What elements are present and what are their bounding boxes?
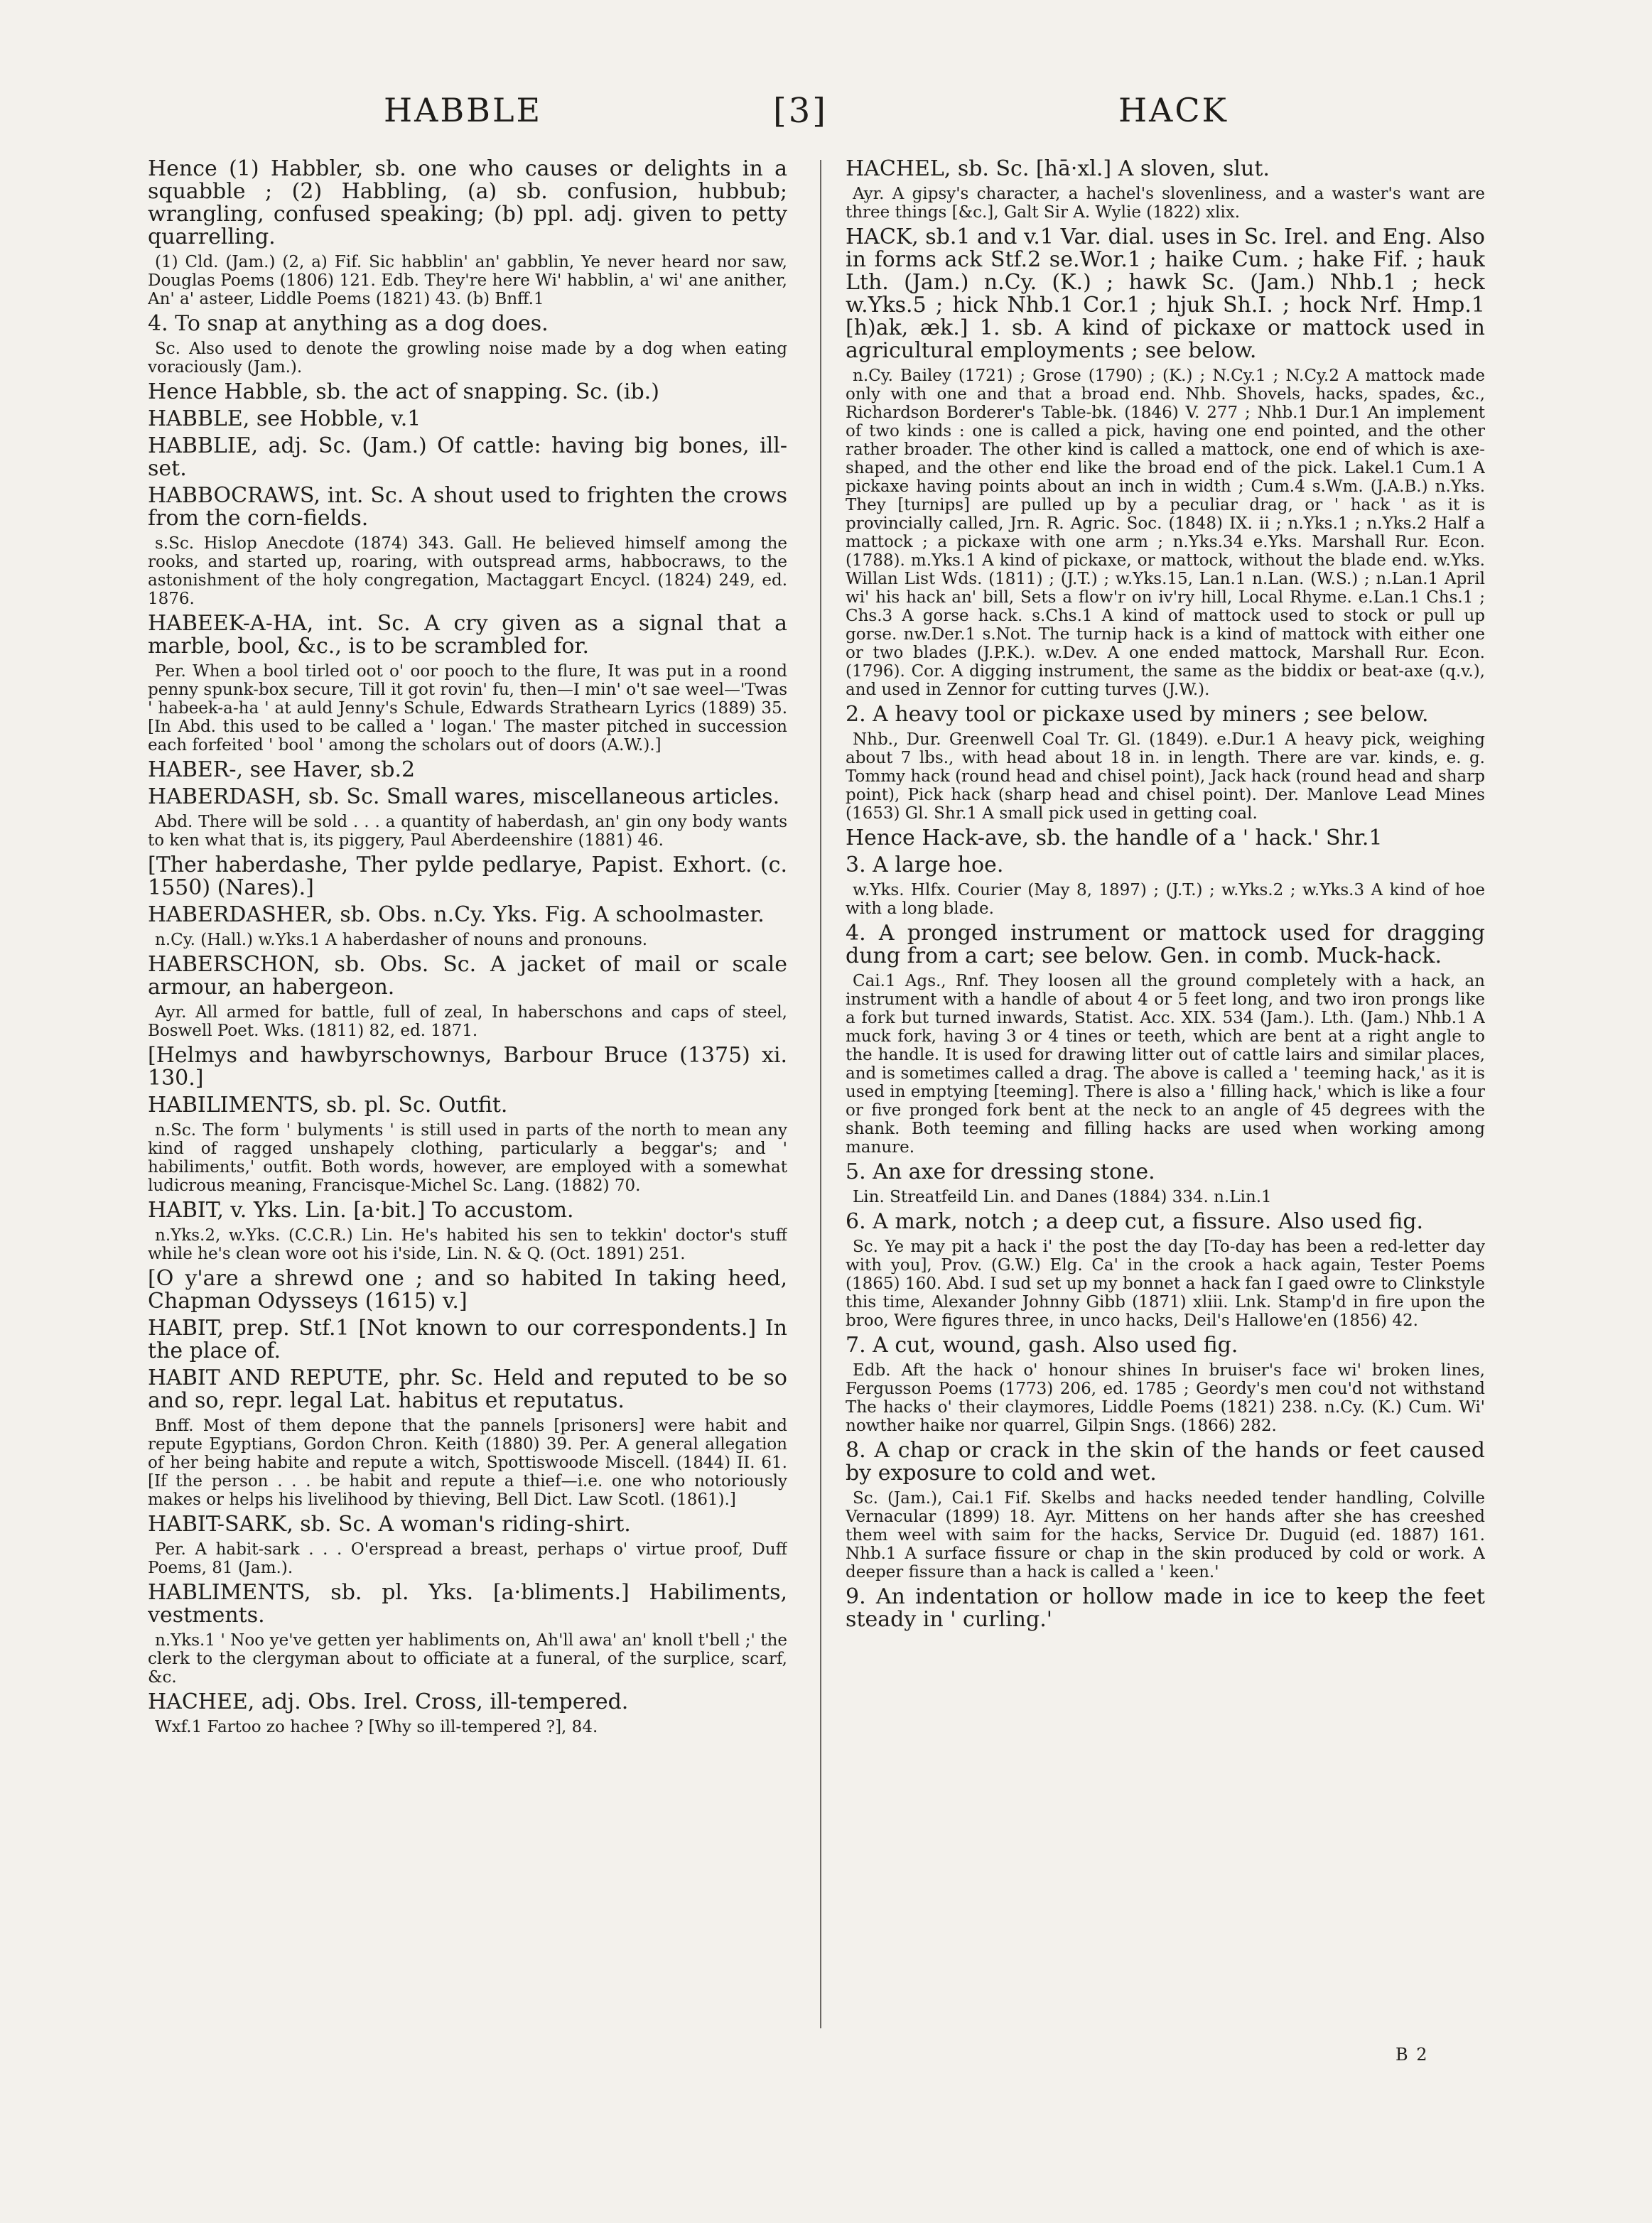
dictionary-entry [148, 953, 787, 999]
entry-text: HABIT, v. Yks. Lin. [a·bit.] To accustom. [148, 1198, 574, 1223]
dictionary-entry [148, 158, 787, 249]
entry-text: HABERDASH, sb. Sc. Small wares, miscellaneous articles. [148, 784, 780, 809]
dictionary-entry [148, 1691, 787, 1714]
entry-text: HABIT, prep. Stf.1 [Not known to our correspondents.] In the place of. [148, 1316, 787, 1363]
citation-text: Ayr. All armed for battle, full of zeal, In haberschons and caps of steel, Boswell Poet. Wks. (1811) 82, ed. 1871. [148, 1003, 787, 1040]
citation-text: w.Yks. Hlfx. Courier (May 8, 1897) ; (J.T.) ; w.Yks.2 ; w.Yks.3 A kind of hoe with a long blade. [846, 881, 1485, 918]
entry-text: HABLIMENTS, sb. pl. Yks. [a·bliments.] Habiliments, vestments. [148, 1580, 787, 1628]
dictionary-entry [148, 1631, 787, 1687]
dictionary-entry [148, 253, 787, 308]
dictionary-entry [148, 1044, 787, 1090]
entry-text: 8. A chap or crack in the skin of the hands or feet caused by exposure to cold and wet. [846, 1438, 1485, 1486]
dictionary-entry [148, 1226, 787, 1263]
entry-text: HABBLIE, adj. Sc. (Jam.) Of cattle: having big bones, ill-set. [148, 433, 787, 481]
dictionary-entry [148, 340, 787, 377]
dictionary-entry [148, 786, 787, 808]
citation-text: Bnff. Most of them depone that the pannels [prisoners] were habit and repute Egyptians, Gordon Chron. Keith (1880) 39. Per. A general allegation of her being habite and repute a witch, Spottiswoode Miscell. (1844) II. 61. [If the person . . . be habit and repute a thief—i.e. one who notoriously makes or helps his livelihood by thieving, Bell Dict. Law Scotl. (1861).] [148, 1417, 787, 1509]
column-divider [820, 160, 821, 2028]
entry-text: HABBLE, see Hobble, v.1 [148, 406, 421, 431]
running-head-right: HACK [1118, 91, 1229, 129]
dictionary-entry [846, 1161, 1485, 1184]
entry-text: 4. A pronged instrument or mattock used for dragging dung from a cart; see below. Gen. in comb. Muck-hack. [846, 921, 1485, 968]
entry-text: 6. A mark, notch ; a deep cut, a fissure. Also used fig. [846, 1209, 1424, 1234]
dictionary-entry [846, 972, 1485, 1157]
running-head-left: HABBLE [384, 91, 543, 129]
citation-text: Cai.1 Ags., Rnf. They loosen all the ground completely with a hack, an instrument with a handle of about 4 or 5 feet long, and two iron prongs like a fork but turned inwards, Statist. Acc. XIX. 534 (Jam.). Lth. (Jam.) Nhb.1 A muck fork, having 3 or 4 tines or teeth, which are bent at a right angle to the handle. It is used for drawing litter out of cattle lairs and similar places, and is sometimes called a drag. The above is called a ' teeming hack,' as it is used in emptying [teeming]. There is also a ' filling hack,' which is like a four or five pronged fork bent at the neck to an angle of 45 degrees with the shank. Both teeming and filling hacks are used when working among manure. [846, 972, 1485, 1157]
citation-text: n.Yks.1 ' Noo ye've getten yer habliments on, Ah'll awa' an' knoll t'bell ;' the clerk to the clergyman about to officiate at a funeral, of the surplice, scarf, &c. [148, 1631, 787, 1687]
citation-text: n.Cy. (Hall.) w.Yks.1 A haberdasher of nouns and pronouns. [155, 931, 648, 949]
entry-text: HACHEL, sb. Sc. [hā·xl.] A sloven, slut. [846, 158, 1270, 181]
page-number: [3] [773, 91, 828, 131]
entry-text: 4. To snap at anything as a dog does. [148, 311, 549, 336]
dictionary-entry [148, 1267, 787, 1313]
entry-text: [Helmys and hawbyrschownys, Barbour Bruce (1375) xi. 130.] [148, 1043, 787, 1091]
citation-text: Abd. There will be sold . . . a quantity of haberdash, an' gin ony body wants to ken what that is, its piggery, Paul Aberdeenshire (1881) 46. [148, 813, 787, 850]
dictionary-entry [148, 759, 787, 781]
citation-text: Wxf.1 Fartoo zo hachee ? [Why so ill-tempered ?], 84. [155, 1718, 598, 1736]
dictionary-entry [148, 485, 787, 530]
dictionary-entry [846, 881, 1485, 918]
dictionary-entry [148, 1317, 787, 1363]
entry-text: 7. A cut, wound, gash. Also used fig. [846, 1333, 1238, 1358]
entry-text: HACHEE, adj. Obs. Irel. Cross, ill-tempered. [148, 1689, 629, 1714]
dictionary-entry [846, 1439, 1485, 1485]
entry-text: HACK, sb.1 and v.1 Var. dial. uses in Sc. Irel. and Eng. Also in forms ack Stf.2 se.Wor.1 ; haike Cum. ; hake Fif. ; hauk Lth. (Jam.) n.Cy. (K.) ; hawk Sc. (Jam.) Nhb.1 ; heck w.Yks.5 ; hick Nhb.1 Cor.1 ; hjuk Sh.I. ; hock Nrf. Hmp.1 [h)ak, æk.] 1. sb. A kind of pickaxe or mattock used in agricultural employments ; see below. [846, 225, 1485, 363]
citation-text: (1) Cld. (Jam.) (2, a) Fif. Sic habblin' an' gabblin, Ye never heard nor saw, Douglas Poems (1806) 121. Edb. They're here Wi' habblin, a' wi' ane anither, An' a' asteer, Liddle Poems (1821) 43. (b) Bnff.1 [148, 253, 787, 308]
entry-text: Hence Hack-ave, sb. the handle of a ' hack.' Shr.1 [846, 826, 1383, 850]
signature-mark: B 2 [1395, 2045, 1429, 2065]
citation-text: Sc. Also used to denote the growling noise made by a dog when eating voraciously (Jam.). [148, 340, 787, 377]
dictionary-entry [846, 1211, 1485, 1233]
citation-text: Per. When a bool tirled oot o' oor pooch to the flure, It was put in a roond penny spunk-box secure, Till it got rovin' fu, then—I min' o't sae weel—'Twas ' habeek-a-ha ' at auld Jenny's Schule, Edwards Strathearn Lyrics (1889) 35. [In Abd. this used to be called a ' logan.' The master pitched in succession each forfeited ' bool ' among the scholars out of doors (A.W.).] [148, 662, 787, 754]
entry-text: HABIT AND REPUTE, phr. Sc. Held and reputed to be so and so, repr. legal Lat. habitus et reputatus. [148, 1365, 787, 1413]
left-column [148, 158, 787, 2190]
dictionary-entry [846, 1489, 1485, 1581]
citation-text: Lin. Streatfeild Lin. and Danes (1884) 334. n.Lin.1 [853, 1188, 1272, 1206]
entry-text: [O y'are a shrewd one ; and so habited In taking heed, Chapman Odysseys (1615) v.] [148, 1266, 787, 1314]
citation-text: n.Yks.2, w.Yks. (C.C.R.) Lin. He's habited his sen to tekkin' doctor's stuff while he's clean wore oot his i'side, Lin. N. & Q. (Oct. 1891) 251. [148, 1226, 787, 1263]
entry-text: HABILIMENTS, sb. pl. Sc. Outfit. [148, 1093, 508, 1118]
dictionary-entry [846, 827, 1485, 850]
entry-text: HABERDASHER, sb. Obs. n.Cy. Yks. Fig. A schoolmaster. [148, 902, 765, 927]
citation-text: Ayr. A gipsy's character, a hachel's slovenliness, and a waster's want are three things [&c.], Galt Sir A. Wylie (1822) xlix. [846, 185, 1485, 222]
page-header [142, 91, 1521, 141]
citation-text: n.Sc. The form ' bulyments ' is still used in parts of the north to mean any kind of ragged unshapely clothing, particularly a beggar's; and ' habiliments,' outfit. Both words, however, are employed with a somewhat ludicrous meaning, Francisque-Michel Sc. Lang. (1882) 70. [148, 1121, 787, 1195]
dictionary-entry [148, 904, 787, 926]
citation-text: Sc. (Jam.), Cai.1 Fif. Skelbs and hacks needed tender handling, Colville Vernacular (1899) 18. Ayr. Mittens on her hands after she has creeshed them weel with saim for the hacks, Service Dr. Duguid (ed. 1887) 161. Nhb.1 A surface fissure or chap in the skin produced by cold or work. A deeper fissure than a hack is called a ' keen.' [846, 1489, 1485, 1581]
dictionary-entry [148, 1581, 787, 1627]
entry-text: 5. An axe for dressing stone. [846, 1159, 1155, 1184]
dictionary-entry [846, 185, 1485, 222]
dictionary-entry [846, 730, 1485, 823]
citation-text: Sc. Ye may pit a hack i' the post the day [To-day has been a red-letter day with you], Prov. (G.W.) Elg. Ca' in the crook a hack again, Tester Poems (1865) 160. Abd. I sud set up my bonnet a hack fan I gaed owre to Clinkstyle this time, Alexander Johnny Gibb (1871) xliii. Lnk. Stamp'd in fire upon the broo, Were figures three, in unco hacks, Deil's Hallowe'en (1856) 42. [846, 1238, 1485, 1330]
entry-text: Hence Habble, sb. the act of snapping. Sc. (ib.) [148, 379, 659, 404]
dictionary-entry [148, 435, 787, 480]
dictionary-entry [846, 1188, 1485, 1206]
entry-text: Hence (1) Habbler, sb. one who causes or delights in a squabble ; (2) Habbling, (a) sb. confusion, hubbub; wrangling, confused speaking; (b) ppl. adj. given to petty quarrelling. [148, 158, 787, 249]
dictionary-entry [148, 1121, 787, 1195]
dictionary-entry [846, 854, 1485, 877]
dictionary-entry [148, 931, 787, 949]
dictionary-entry [148, 534, 787, 608]
entry-text: HABIT-SARK, sb. Sc. A woman's riding-shirt. [148, 1512, 631, 1537]
citation-text: n.Cy. Bailey (1721) ; Grose (1790) ; (K.) ; N.Cy.1 ; N.Cy.2 A mattock made only with one and that a broad end. Nhb. Shovels, hacks, spades, &c., Richardson Borderer's Table-bk. (1846) V. 277 ; Nhb.1 Dur.1 An implement of two kinds : one is called a pick, having one end pointed, and the other rather broader. The other kind is called a mattock, one end of which is axe-shaped, and the other end like the broad end of the pick. Lakel.1 Cum.1 A pickaxe having points about an inch in width ; Cum.4 s.Wm. (J.A.B.) n.Yks. They [turnips] are pulled up by a peculiar drag, or ' hack ' as it is provincially called, Jrn. R. Agric. Soc. (1848) IX. ii ; n.Yks.1 ; n.Yks.2 Half a mattock ; a pickaxe with one arm ; n.Yks.34 e.Yks. Marshall Rur. Econ. (1788). m.Yks.1 A kind of pickaxe, or mattock, without the blade end. w.Yks. Willan List Wds. (1811) ; (J.T.) ; w.Yks.15, Lan.1 n.Lan. (W.S.) ; n.Lan.1 April wi' his hack an' bill, Sets a flow'r on iv'ry hill, Local Rhyme. e.Lan.1 Chs.1 ; Chs.3 A gorse hack. s.Chs.1 A kind of mattock used to stock or pull up gorse. nw.Der.1 s.Not. The turnip hack is a kind of mattock with either one or two blades (J.P.K.). w.Dev. A one ended mattock, Marshall Rur. Econ. (1796). Cor. A digging instrument, the same as the biddix or beat-axe (q.v.), and used in Zennor for cutting turves (J.W.). [846, 367, 1485, 699]
citation-text: Nhb., Dur. Greenwell Coal Tr. Gl. (1849). e.Dur.1 A heavy pick, weighing about 7 lbs., with head about 18 in. in length. There are var. kinds, e. g. Tommy hack (round head and chisel point), Jack hack (round head and sharp point), Pick hack (sharp head and chisel point). Der. Manlove Lead Mines (1653) Gl. Shr.1 A small pick used in getting coal. [846, 730, 1485, 823]
dictionary-entry [148, 1718, 787, 1736]
entry-text: HABERSCHON, sb. Obs. Sc. A jacket of mail or scale armour, an habergeon. [148, 952, 787, 1000]
dictionary-entry [148, 1094, 787, 1117]
dictionary-entry [148, 1540, 787, 1577]
entry-text: 9. An indentation or hollow made in ice to keep the feet steady in ' curling.' [846, 1584, 1485, 1632]
citation-text: Per. A habit-sark . . . O'erspread a breast, perhaps o' virtue proof, Duff Poems, 81 (Jam.). [148, 1540, 787, 1577]
entry-text: 3. A large hoe. [846, 853, 1004, 877]
dictionary-entry [148, 662, 787, 754]
citation-text: s.Sc. Hislop Anecdote (1874) 343. Gall. He believed himself among the rooks, and started up, roaring, with outspread arms, habbocraws, to the astonishment of the holy congregation, Mactaggart Encycl. (1824) 249, ed. 1876. [148, 534, 787, 608]
dictionary-entry [148, 813, 787, 850]
entry-text: HABER-, see Haver, sb.2 [148, 757, 416, 782]
dictionary-entry [148, 1367, 787, 1412]
dictionary-entry [148, 381, 787, 404]
dictionary-entry [148, 1417, 787, 1509]
entry-text: [Ther haberdashe, Ther pylde pedlarye, Papist. Exhort. (c. 1550) (Nares).] [148, 853, 787, 900]
dictionary-entry [846, 226, 1485, 362]
entry-text: 2. A heavy tool or pickaxe used by miners ; see below. [846, 702, 1429, 727]
dictionary-entry [846, 367, 1485, 699]
dictionary-entry [846, 1586, 1485, 1631]
dictionary-entry [148, 612, 787, 658]
dictionary-entry [846, 703, 1485, 726]
dictionary-entry [846, 1361, 1485, 1435]
dictionary-entry [148, 1513, 787, 1536]
entry-text: HABBOCRAWS, int. Sc. A shout used to frighten the crows from the corn-fields. [148, 483, 787, 531]
dictionary-entry [148, 408, 787, 431]
right-column [846, 158, 1485, 2190]
dictionary-entry [148, 313, 787, 335]
dictionary-entry [148, 1199, 787, 1222]
dictionary-entry [148, 854, 787, 899]
citation-text: Edb. Aft the hack o' honour shines In bruiser's face wi' broken lines, Fergusson Poems (1773) 206, ed. 1785 ; Geordy's men cou'd not withstand The hacks o' their claymores, Liddle Poems (1821) 238. n.Cy. (K.) Cum. Wi' nowther haike nor quarrel, Gilpin Sngs. (1866) 282. [846, 1361, 1485, 1435]
dictionary-entry [148, 1003, 787, 1040]
dictionary-entry [846, 1238, 1485, 1330]
dictionary-entry [846, 158, 1485, 180]
dictionary-entry [846, 922, 1485, 968]
entry-text: HABEEK-A-HA, int. Sc. A cry given as a signal that a marble, bool, &c., is to be scrambled for. [148, 611, 787, 659]
dictionary-entry [846, 1334, 1485, 1357]
